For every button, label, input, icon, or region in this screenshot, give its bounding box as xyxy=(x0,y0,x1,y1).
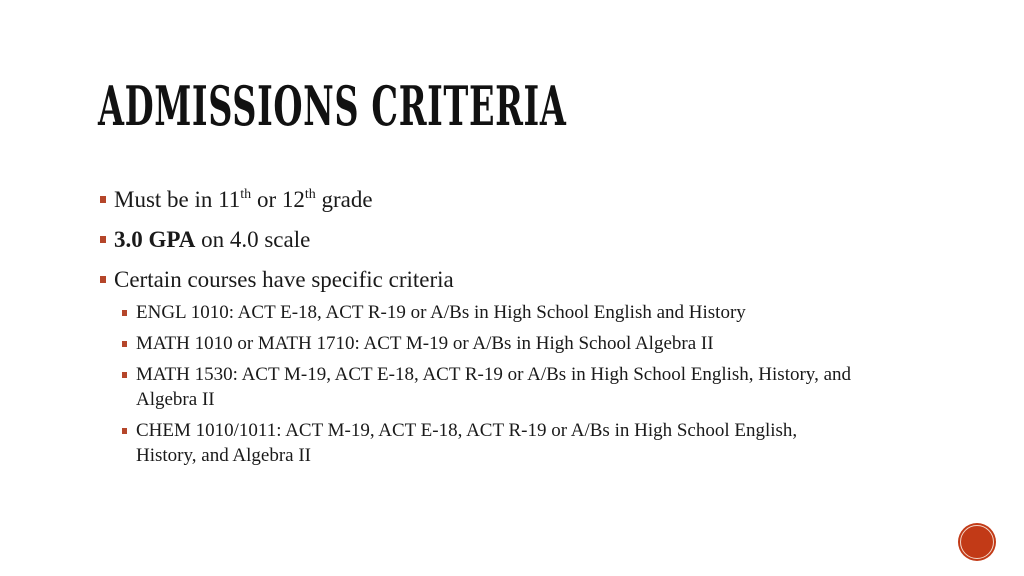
text: ENGL 1010: ACT E-18, ACT R-19 or A/Bs in High School English and History xyxy=(136,302,746,323)
bullet-list xyxy=(100,180,900,474)
text: Must be in 11 xyxy=(114,187,241,212)
sub-bullet xyxy=(122,331,900,356)
bullet-marker xyxy=(122,310,127,316)
bullet-marker xyxy=(100,276,106,283)
bullet-marker xyxy=(100,236,106,243)
text: MATH 1010 or MATH 1710: ACT M-19 or A/Bs in High School Algebra II xyxy=(136,333,714,354)
text: on 4.0 scale xyxy=(195,227,311,252)
badge-ring xyxy=(960,525,994,559)
text: grade xyxy=(315,187,373,212)
text: or 12 xyxy=(251,187,305,212)
slide-title: ADMISSIONS CRITERIA xyxy=(98,74,567,138)
text: MATH 1530: ACT M-19, ACT E-18, ACT R-19 or A/Bs in High School English, History, and Algebra II xyxy=(136,364,852,410)
gpa-bold: 3.0 GPA xyxy=(114,227,196,252)
sub-bullet xyxy=(122,362,876,412)
bullet-marker xyxy=(122,372,127,378)
bullet-gpa xyxy=(100,220,900,260)
text: CHEM 1010/1011: ACT M-19, ACT E-18, ACT R-19 or A/Bs in High School English, History, and Algebra II xyxy=(136,420,798,466)
slide-number-badge xyxy=(958,523,996,561)
bullet-grade xyxy=(100,180,900,220)
superscript: th xyxy=(304,187,316,202)
superscript: th xyxy=(240,187,252,202)
text: Certain courses have specific criteria xyxy=(114,267,454,292)
bullet-marker xyxy=(122,341,127,347)
bullet-courses xyxy=(100,260,900,300)
bullet-marker xyxy=(100,196,106,203)
sub-bullet xyxy=(122,300,900,325)
sub-bullet xyxy=(122,418,856,468)
bullet-marker xyxy=(122,428,127,434)
